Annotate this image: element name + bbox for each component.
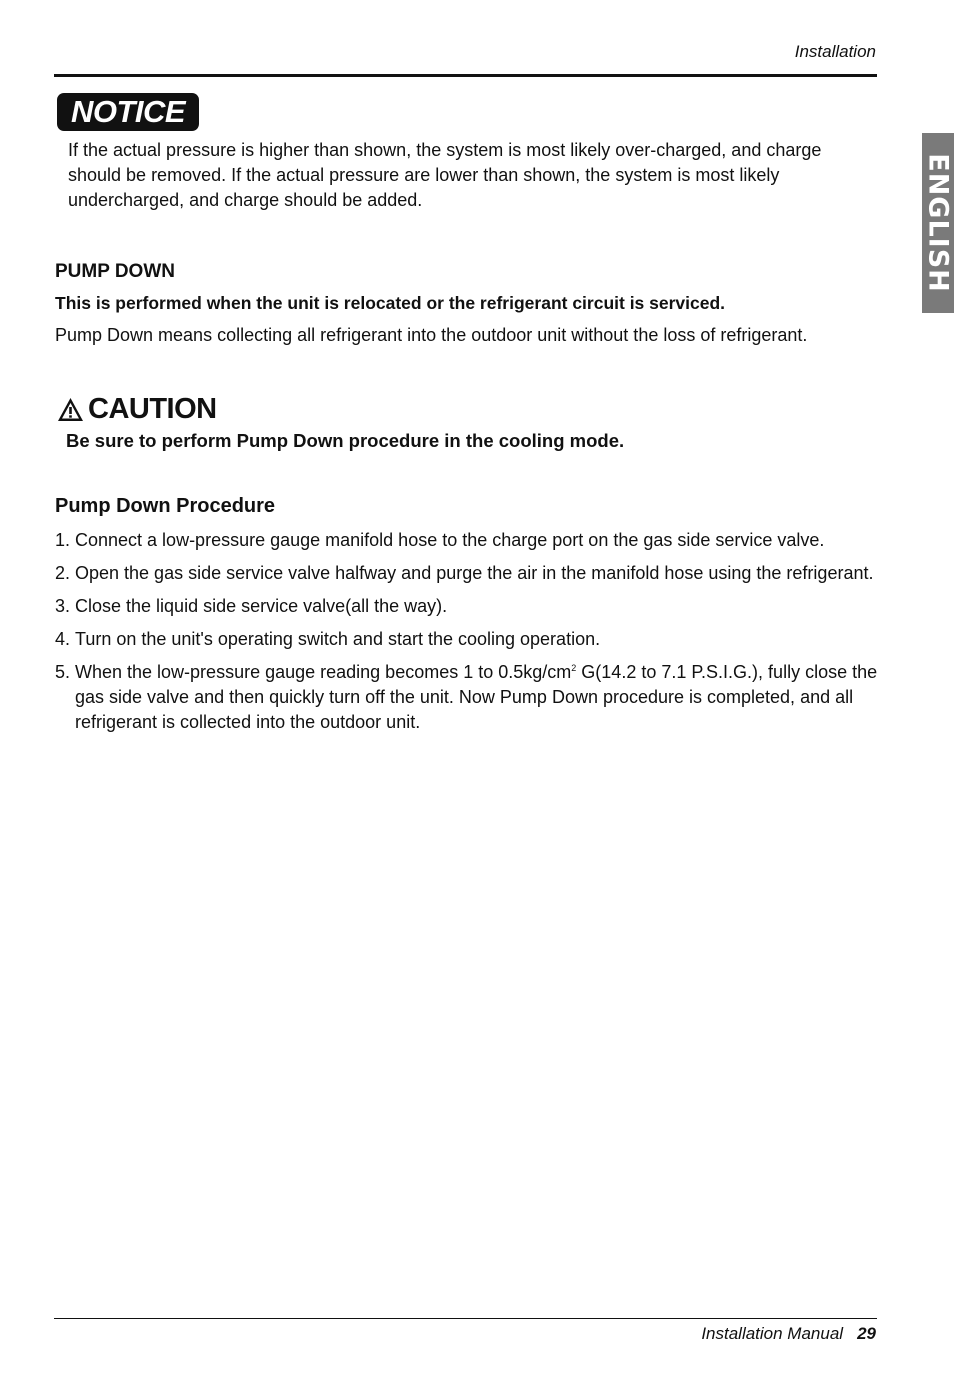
pump-down-bold-line: This is performed when the unit is relocated or the refrigerant circuit is serviced. xyxy=(55,293,726,313)
warning-triangle-icon xyxy=(57,397,84,422)
pump-down-heading: PUMP DOWN xyxy=(55,261,175,282)
footer-rule xyxy=(54,1318,877,1319)
language-label: ENGLISH xyxy=(922,153,954,293)
step-text: Turn on the unit's operating switch and start the cooling operation. xyxy=(75,629,601,649)
step-text-after: G(14.2 to 7.1 P.S.I.G.), fully close the gas side valve and then quickly turn off the unit. Now Pump Down procedure is completed, and all refrigerant is collected into the outdoor unit. xyxy=(75,662,878,732)
page-number: 29 xyxy=(857,1324,876,1343)
step-text: Connect a low-pressure gauge manifold hose to the charge port on the gas side service valve. xyxy=(75,530,825,550)
page-footer xyxy=(701,1324,876,1344)
language-tab xyxy=(922,133,954,313)
superscript-two: 2 xyxy=(571,663,577,673)
manual-title: Installation Manual xyxy=(701,1324,844,1343)
step-text: Close the liquid side service valve(all the way). xyxy=(75,596,448,616)
procedure-step xyxy=(55,594,880,619)
pump-down-description: Pump Down means collecting all refrigerant into the outdoor unit without the loss of refrigerant. xyxy=(55,325,808,345)
caution-title xyxy=(57,392,217,426)
notice-badge: NOTICE xyxy=(57,93,199,131)
step-number: 1. xyxy=(55,530,71,550)
header-rule xyxy=(54,74,877,77)
procedure-step xyxy=(55,627,880,652)
procedure-step xyxy=(55,660,880,735)
procedure-steps xyxy=(55,528,880,743)
caution-text: Be sure to perform Pump Down procedure in the cooling mode. xyxy=(66,430,625,451)
procedure-step xyxy=(55,561,880,586)
step-number: 4. xyxy=(55,629,71,649)
procedure-step xyxy=(55,528,880,553)
procedure-heading: Pump Down Procedure xyxy=(55,495,276,517)
notice-text: If the actual pressure is higher than shown, the system is most likely over-charged, and charge should be removed. If the actual pressure are lower than shown, the system is most likely undercharged, and charge should be added. xyxy=(68,140,822,210)
section-title: Installation xyxy=(794,42,876,61)
step-number: 5. xyxy=(55,662,71,682)
step-number: 2. xyxy=(55,563,71,583)
step-text: Open the gas side service valve halfway and purge the air in the manifold hose using the refrigerant. xyxy=(75,563,874,583)
caution-label: CAUTION xyxy=(88,392,217,425)
step-text-before: When the low-pressure gauge reading becomes 1 to 0.5kg/cm xyxy=(75,662,572,682)
step-number: 3. xyxy=(55,596,71,616)
